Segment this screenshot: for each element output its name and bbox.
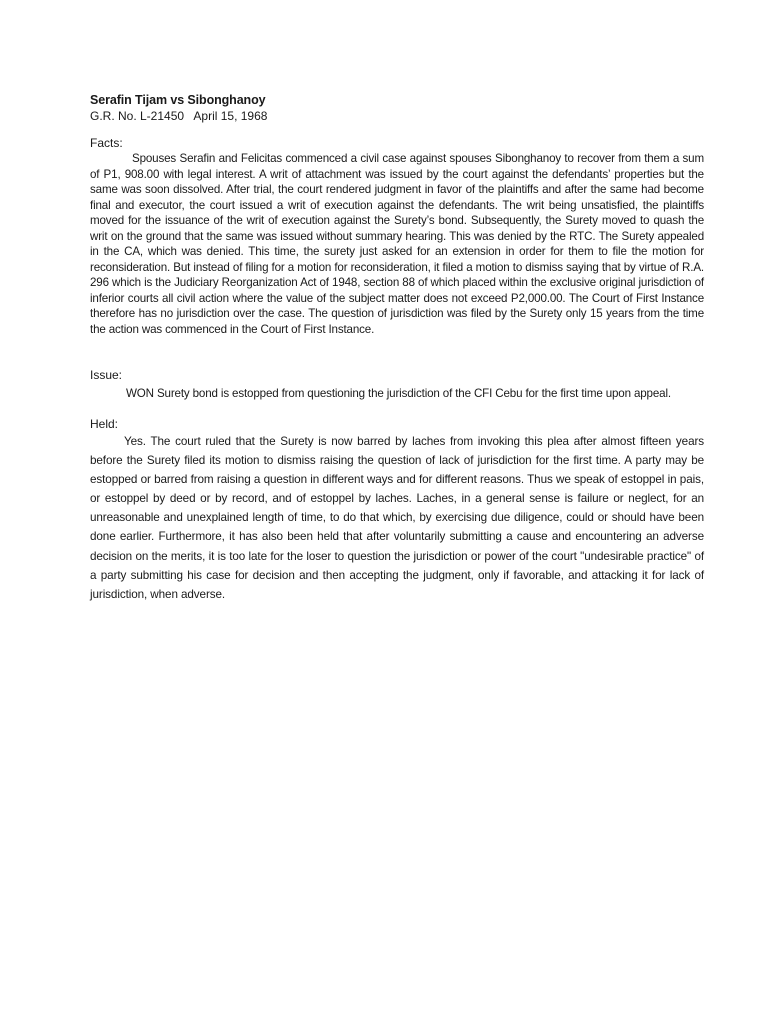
case-title: Serafin Tijam vs Sibonghanoy xyxy=(90,93,266,107)
facts-heading: Facts: xyxy=(90,136,123,150)
issue-body: WON Surety bond is estopped from questioning the jurisdiction of the CFI Cebu for the first time upon appeal. xyxy=(126,387,671,400)
issue-section xyxy=(90,368,704,402)
held-heading: Held: xyxy=(90,417,119,431)
facts-body: Spouses Serafin and Felicitas commenced a civil case against spouses Sibonghanoy to recover from them a sum of P1, 908.00 with legal interest. A writ of attachment was issued by the court against the defendants’ properties but the same was soon dissolved. After trial, the court rendered judgment in favor of the plaintiffs and after the same had become final and executor, the court issued a writ of execution against the defendants. The writ being unsatisfied, the plaintiffs moved for the issuance of the writ of execution against the Surety’s bond. Subsequently, the Surety moved to quash the writ on the ground that the same was issued without summary hearing. This was denied by the RTC. The Surety appealed in the CA, which was denied. This time, the surety just asked for an extension in order for them to file the motion for reconsideration. But instead of filing for a motion for reconsideration, it filed a motion to dismiss saying that by virtue of R.A. 296 which is the Judiciary Reorganization Act of 1948, section 88 of which placed within the exclusive original jurisdiction of inferior courts all civil action where the value of the subject matter does not exceed P2,000.00. The Court of First Instance therefore has no jurisdiction over the case. The question of jurisdiction was filed by the Surety only 15 years from the time the action was commenced in the Court of First Instance. xyxy=(90,152,704,336)
facts-section xyxy=(90,136,704,337)
case-citation: G.R. No. L-21450 April 15, 1968 xyxy=(90,109,268,123)
document-content xyxy=(90,92,704,604)
held-body: Yes. The court ruled that the Surety is now barred by laches from invoking this plea after almost fifteen years before the Surety filed its motion to dismiss raising the question of lack of jurisdiction for the first time. A party may be estopped or barred from raising a question in different ways and for different reasons. Thus we speak of estoppel in pais, or estoppel by deed or by record, and of estoppel by laches. Laches, in a general sense is failure or neglect, for an unreasonable and unexplained length of time, to do that which, by exercising due diligence, could or should have been done earlier. Furthermore, it has also been held that after voluntarily submitting a cause and encountering an adverse decision on the merits, it is too late for the loser to question the jurisdiction or power of the court "undesirable practice" of a party submitting his case for decision and then accepting the judgment, only if favorable, and attacking it for lack of jurisdiction, when adverse. xyxy=(90,435,704,601)
held-section xyxy=(90,417,704,604)
issue-heading: Issue: xyxy=(90,368,123,382)
